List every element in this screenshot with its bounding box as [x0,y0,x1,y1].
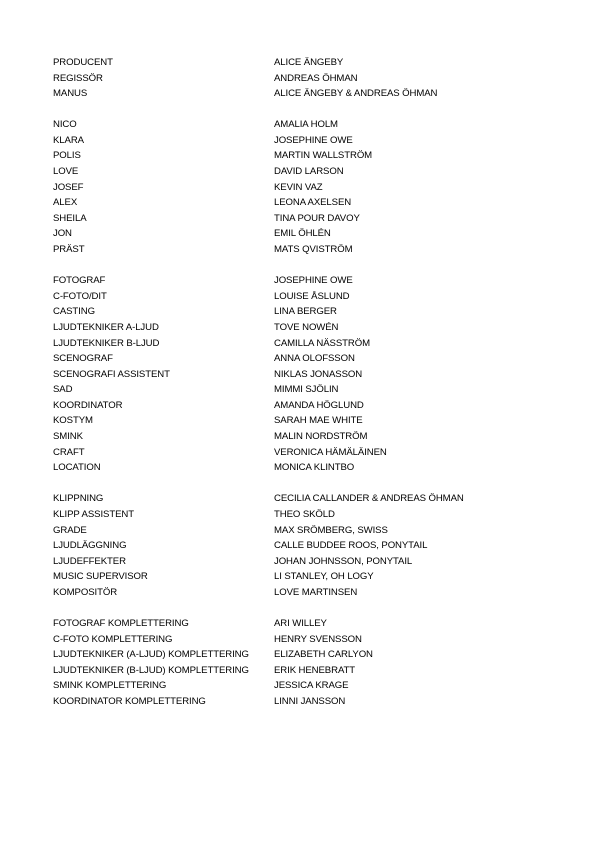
credit-name: MALIN NORDSTRÖM [274,431,368,443]
credit-name: ALICE ÄNGEBY & ANDREAS ÖHMAN [274,88,438,100]
credits-section [53,491,553,600]
credit-role: FOTOGRAF [53,275,106,287]
credit-row [53,460,553,476]
credit-role: PRÄST [53,244,85,256]
credits-section [53,616,553,710]
credit-name: LINA BERGER [274,306,337,318]
credit-role: JOSEF [53,181,84,193]
credit-row [53,164,553,180]
credit-role: LJUDEFFEKTER [53,555,126,567]
credit-name: AMALIA HOLM [274,119,338,131]
credit-role: LJUDTEKNIKER B-LJUD [53,337,160,349]
credit-role: POLIS [53,150,81,162]
credit-name: ELIZABETH CARLYON [274,649,373,661]
credit-row [53,273,553,289]
credit-role: MUSIC SUPERVISOR [53,571,148,583]
credit-row [53,289,553,305]
credit-row [53,429,553,445]
credit-name: LOUISE ÅSLUND [274,290,350,302]
credit-role: KOSTYM [53,415,93,427]
credit-name: ANDREAS ÖHMAN [274,72,358,84]
credit-role: GRADE [53,524,87,536]
credit-name: AMANDA HÖGLUND [274,399,364,411]
credit-row [53,694,553,710]
credit-row [53,538,553,554]
credit-name: CALLE BUDDEE ROOS, PONYTAIL [274,540,428,552]
credit-role: LJUDTEKNIKER A-LJUD [53,321,159,333]
credit-role: ALEX [53,197,78,209]
credit-row [53,367,553,383]
credit-role: LOVE [53,166,79,178]
credit-role: FOTOGRAF KOMPLETTERING [53,618,189,629]
credit-name: MIMMI SJÖLIN [274,384,339,396]
credit-row [53,55,553,71]
credit-name: JESSICA KRAGE [274,680,349,692]
credits-section [53,117,553,257]
credit-name: TINA POUR DAVOY [274,212,360,224]
credit-role: JON [53,228,72,240]
credit-row [53,148,553,164]
credit-role: CASTING [53,306,95,318]
credit-name: NIKLAS JONASSON [274,368,363,380]
credits-list [53,55,553,725]
credit-role: PRODUCENT [53,57,113,68]
credit-row [53,351,553,367]
credit-role: KOORDINATOR [53,399,123,411]
credit-role: SMINK KOMPLETTERING [53,680,167,692]
credit-row [53,382,553,398]
credit-name: DAVID LARSON [274,166,344,178]
credit-name: JOSEPHINE OWE [274,134,353,146]
credit-name: ALICE ÄNGEBY [274,57,344,68]
credit-role: KLARA [53,134,84,146]
credit-row [53,647,553,663]
credit-role: C-FOTO/DIT [53,290,107,302]
credit-row [53,663,553,679]
credit-name: LINNI JANSSON [274,695,346,707]
credit-name: LEONA AXELSEN [274,197,352,209]
credit-name: ANNA OLOFSSON [274,353,355,365]
credit-name: ARI WILLEY [274,618,327,629]
credit-role: SCENOGRAFI ASSISTENT [53,368,170,380]
credit-name: MARTIN WALLSTRÖM [274,150,373,162]
credit-row [53,445,553,461]
credit-name: TOVE NOWÉN [274,321,339,333]
credits-section [53,273,553,476]
credit-name: KEVIN VAZ [274,181,323,193]
credit-row [53,195,553,211]
credit-role: KOORDINATOR KOMPLETTERING [53,695,206,707]
credit-name: EMIL ÖHLÉN [274,228,331,240]
credit-name: JOSEPHINE OWE [274,275,353,287]
credit-name: VERONICA HÄMÄLÄINEN [274,446,387,458]
credit-name: JOHAN JOHNSSON, PONYTAIL [274,555,413,567]
credit-role: LJUDTEKNIKER (B-LJUD) KOMPLETTERING [53,664,249,676]
credit-row [53,226,553,242]
credit-row [53,569,553,585]
credit-role: SAD [53,384,73,396]
credit-name: CECILIA CALLANDER & ANDREAS ÖHMAN [274,493,464,505]
credit-role: C-FOTO KOMPLETTERING [53,633,173,645]
credit-name: LI STANLEY, OH LOGY [274,571,374,583]
credit-row [53,180,553,196]
credit-row [53,491,553,507]
credit-role: KLIPP ASSISTENT [53,508,134,520]
credit-name: CAMILLA NÄSSTRÖM [274,337,370,349]
credit-role: KOMPOSITÖR [53,586,118,598]
credit-role: MANUS [53,88,88,100]
credit-role: SCENOGRAF [53,353,113,365]
credit-row [53,507,553,523]
credit-name: MONICA KLINTBO [274,462,355,474]
credit-role: REGISSÖR [53,72,103,84]
credit-row [53,678,553,694]
credit-row [53,398,553,414]
credit-name: HENRY SVENSSON [274,633,362,645]
credit-role: LOCATION [53,462,101,474]
credit-role: NICO [53,119,77,131]
credit-row [53,86,553,102]
credit-role: LJUDLÄGGNING [53,540,127,552]
credit-name: MATS QVISTRÖM [274,244,353,256]
credit-row [53,304,553,320]
credit-name: MAX SRÖMBERG, SWISS [274,524,388,536]
credit-name: THEO SKÖLD [274,508,335,520]
credit-name: SARAH MAE WHITE [274,415,363,427]
credits-section [53,55,553,102]
credit-row [53,320,553,336]
credit-row [53,413,553,429]
credit-row [53,632,553,648]
credit-row [53,71,553,87]
credit-role: CRAFT [53,446,85,458]
credit-name: LOVE MARTINSEN [274,586,358,598]
credit-role: SHEILA [53,212,87,224]
credit-row [53,211,553,227]
credit-role: SMINK [53,431,83,443]
credit-row [53,523,553,539]
credit-role: LJUDTEKNIKER (A-LJUD) KOMPLETTERING [53,649,249,661]
credit-row [53,133,553,149]
credit-row [53,554,553,570]
credit-role: KLIPPNING [53,493,104,505]
credit-row [53,336,553,352]
credit-row [53,117,553,133]
credit-row [53,242,553,258]
credit-row [53,616,553,632]
credit-name: ERIK HENEBRATT [274,664,356,676]
credit-row [53,585,553,601]
